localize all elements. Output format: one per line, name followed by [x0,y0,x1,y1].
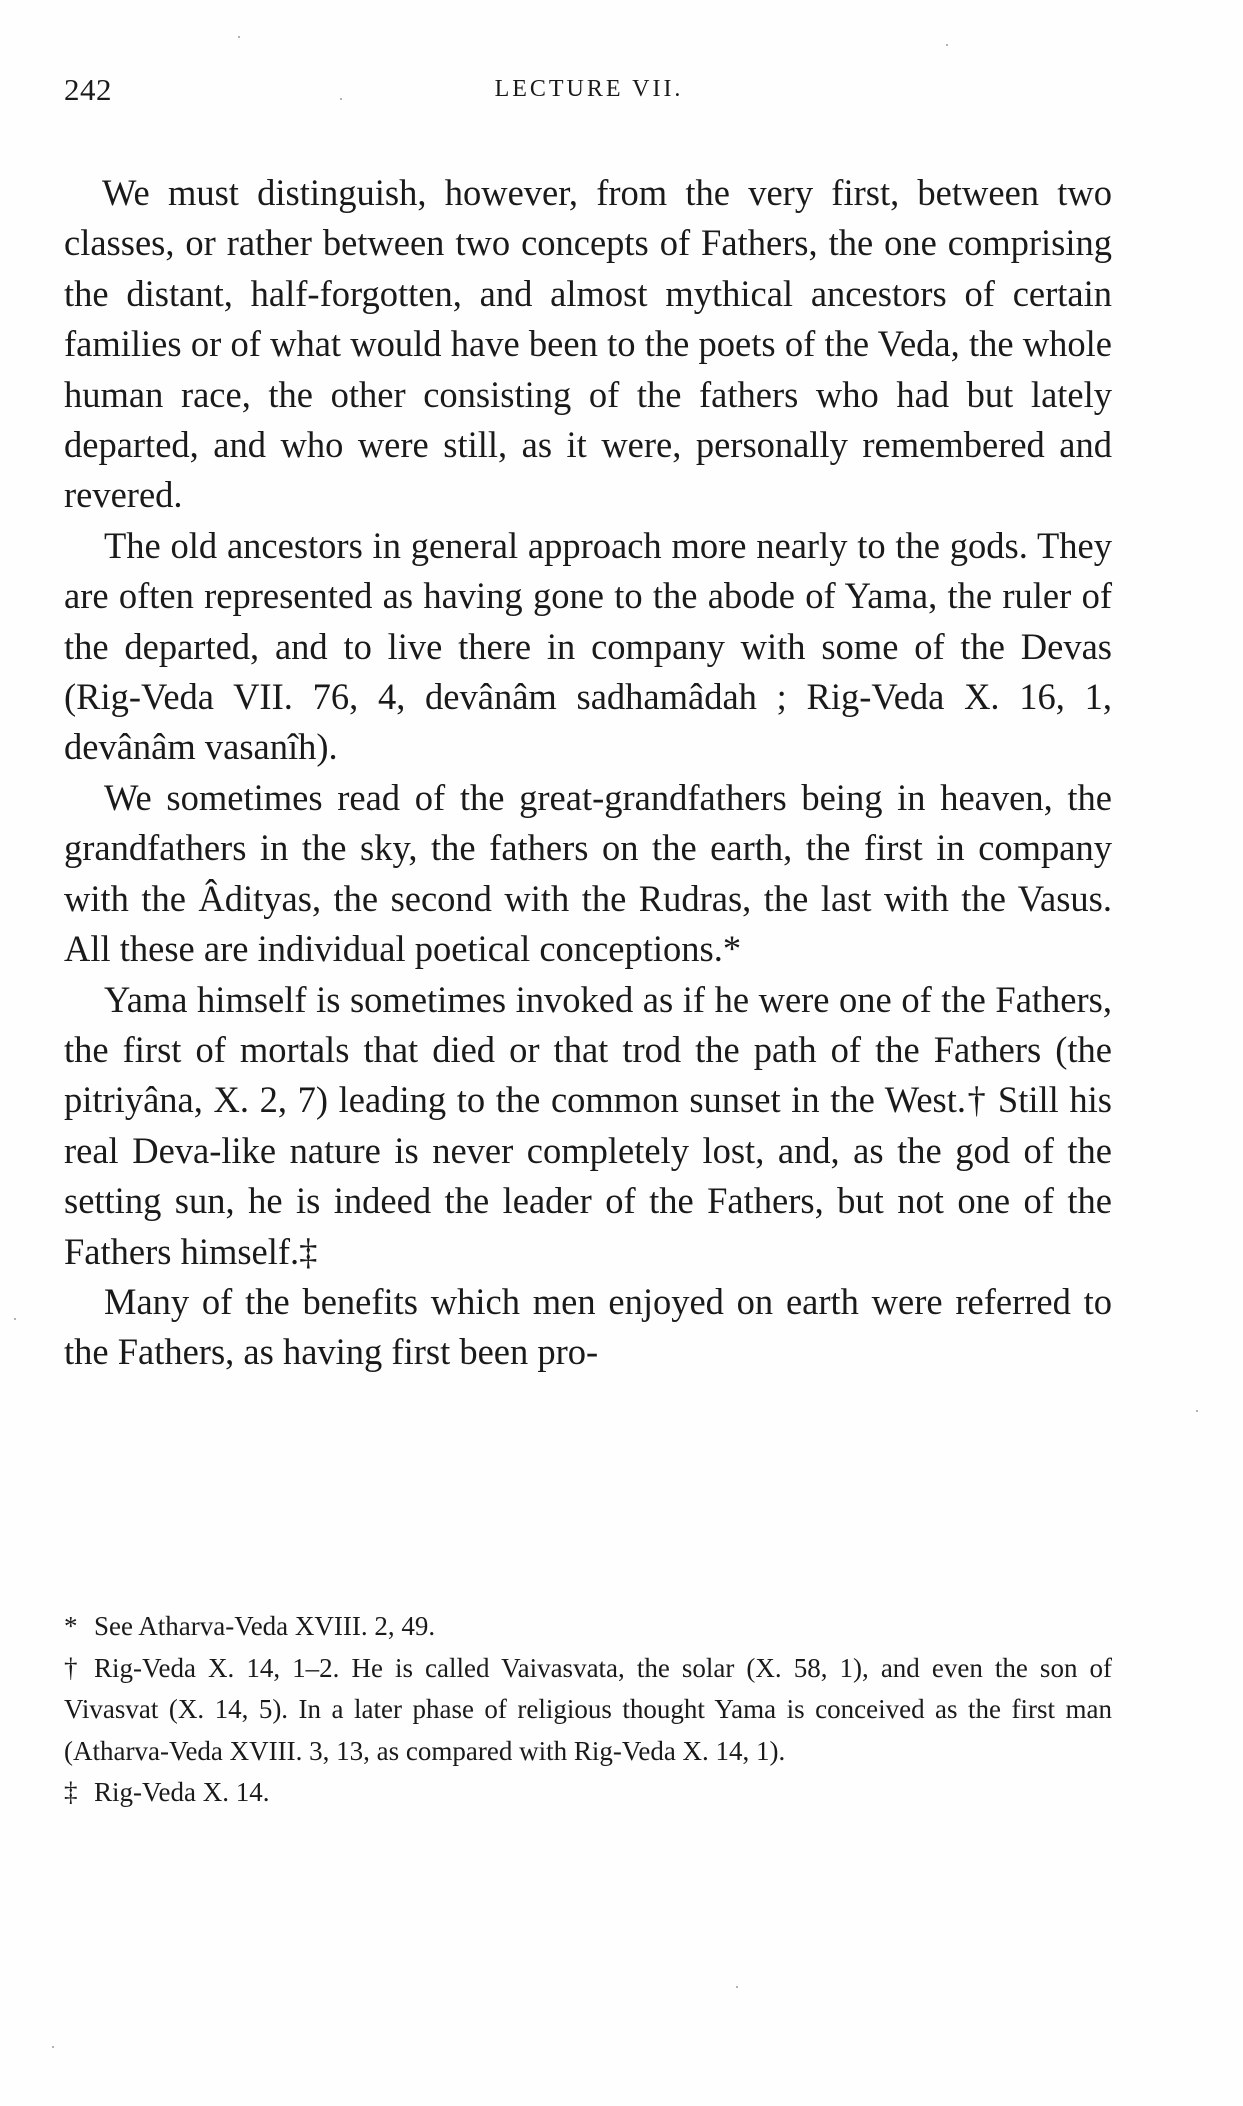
paragraph: The old ancestors in general approach more nearly to the gods. They are often represented as having gone to the abode of Yama, the ruler of the departed, and to live there in company with some of the Devas (Rig-Veda VII. 76, 4, devânâm sadhamâdah ; Rig-Veda X. 16, 1, devânâm vasanîh). [64,524,1112,768]
running-head [64,72,1114,112]
paragraph: Yama himself is sometimes invoked as if he were one of the Fathers, the first of mortals that died or that trod the path of the Fathers (the pitriyâna, X. 2, 7) leading to the common sunset in the West.† Still his real Deva-like nature is never completely lost, and, as the god of the setting sun, he is indeed the leader of the Fathers, but not one of the Fathers himself.‡ [64,978,1112,1272]
paper-speck [52,2046,54,2048]
paragraph: We sometimes read of the great-grandfathers being in heaven, the grandfathers in the sky, the fathers on the earth, the first in company with the Âdityas, the second with the Rudras, the last with the Vasus. All these are individual poetical conceptions.* [64,776,1112,970]
footnote [64,1606,1112,1648]
paragraph: We must distinguish, however, from the very first, between two classes, or rather between two concepts of Fathers, the one comprising the distant, half-forgotten, and almost mythical ancestors of certain families or of what would have been to the poets of the Veda, the whole human race, the other consisting of the fathers who had but lately departed, and who were still, as it were, personally remembered and revered. [64,172,1112,516]
paper-speck [946,44,948,46]
page-number: 242 [64,72,112,107]
footnote-mark: † [64,1652,78,1683]
paper-speck [1196,1410,1198,1412]
paper-speck [340,98,342,100]
paper-speck [736,1986,738,1988]
footnote [64,1648,1112,1773]
footnotes [64,1606,1112,1814]
footnote [64,1772,1112,1814]
footnote-text: See Atharva-Veda XVIII. 2, 49. [94,1611,436,1641]
paper-speck [14,1318,16,1320]
footnote-mark: ‡ [64,1777,78,1808]
paper-speck [238,36,240,38]
footnote-text: Rig-Veda X. 14. [94,1777,270,1808]
running-title: LECTURE VII. [494,76,684,102]
body-text [64,168,1112,1378]
paragraph: Many of the benefits which men enjoyed on earth were referred to the Fathers, as having first been pro- [64,1280,1112,1373]
footnote-mark: * [64,1611,78,1641]
footnote-text: Rig-Veda X. 14, 1–2. He is called Vaivasvata, the solar (X. 58, 1), and even the son of Vivasvat (X. 14, 5). In a later phase of religious thought Yama is conceived as the first man (Atharva-Veda XVIII. 3, 13, as compared with Rig-Veda X. 14, 1). [64,1652,1112,1766]
